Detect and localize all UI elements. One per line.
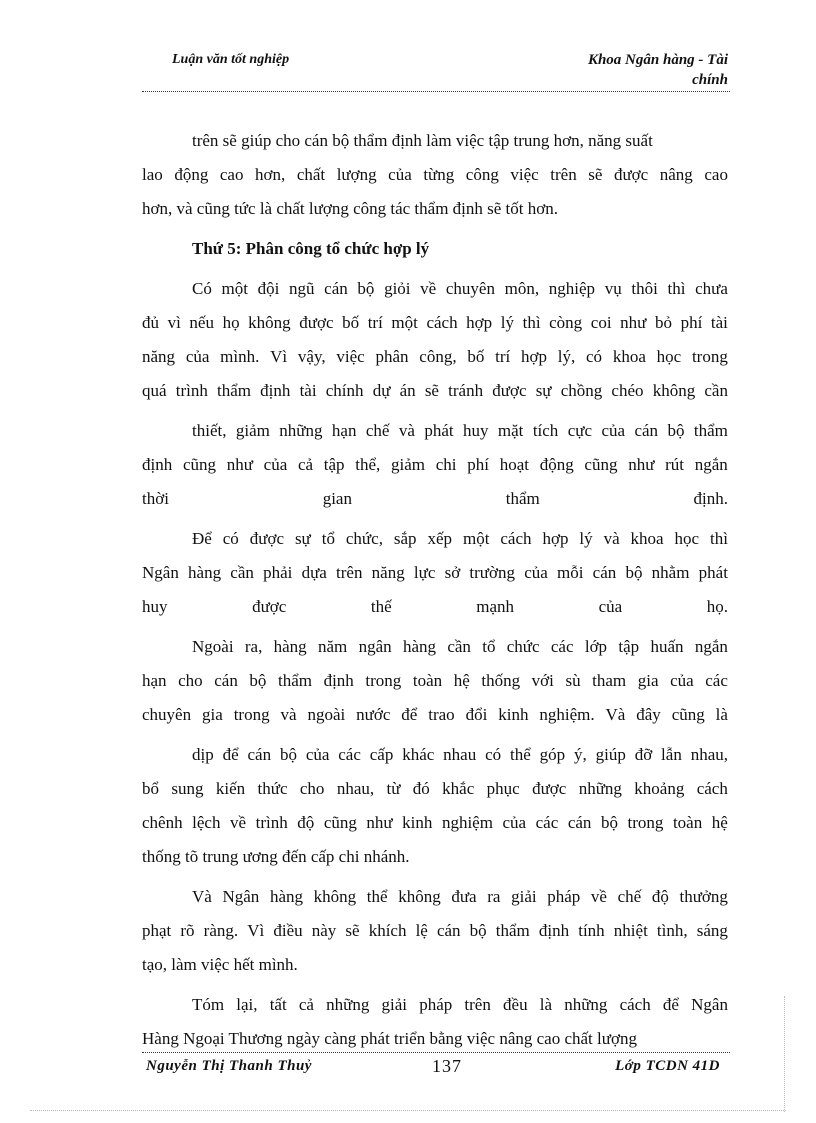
text-line: dịp để cán bộ của các cấp khác nhau có thể góp ý, giúp đỡ lẫn nhau, <box>192 745 728 764</box>
text-line: Để có được sự tổ chức, sắp xếp một cách hợp lý và khoa học thì <box>192 529 728 548</box>
text-line: trên sẽ giúp cho cán bộ thẩm định làm việc tập trung hơn, năng suất <box>192 131 653 150</box>
text-line: thiết, giảm những hạn chế và phát huy mặt tích cực của cán bộ thẩm <box>192 421 728 440</box>
text-line: bổ sung kiến thức cho nhau, từ đó khắc phục được những khoảng cách <box>142 779 728 798</box>
text-line: huy được thế mạnh của họ. <box>142 597 728 616</box>
header-faculty-line-1: Khoa Ngân hàng - Tài <box>587 52 728 68</box>
text-line: Ngoài ra, hàng năm ngân hàng cần tổ chức các lớp tập huấn ngắn <box>192 637 728 656</box>
text-line: định cũng như của cả tập thể, giảm chi phí hoạt động cũng như rút ngắn <box>142 455 728 474</box>
body-text <box>142 124 728 1056</box>
section-heading: Thứ 5: Phân công tổ chức hợp lý <box>192 239 430 258</box>
text-line: Và Ngân hàng không thể không đưa ra giải pháp về chế độ thưởng <box>192 887 728 906</box>
page-number: 137 <box>432 1056 462 1076</box>
text-line: Hàng Ngoại Thương ngày càng phát triển bằng việc nâng cao chất lượng <box>142 1029 637 1048</box>
text-line: Ngân hàng cần phải dựa trên năng lực sở trường của mỗi cán bộ nhằm phát <box>142 563 728 582</box>
text-line: lao động cao hơn, chất lượng của từng công việc trên sẽ được nâng cao <box>142 165 728 184</box>
footer-class: Lớp TCDN 41D <box>615 1058 720 1074</box>
page-border-right <box>784 996 785 1112</box>
text-line: Tóm lại, tất cả những giải pháp trên đều là những cách để Ngân <box>192 995 728 1014</box>
header-faculty-line-2: chính <box>692 72 728 88</box>
page-border-bottom <box>30 1110 786 1111</box>
text-line: đủ vì nếu họ không được bố trí một cách hợp lý thì còng coi như bỏ phí tài <box>142 313 728 332</box>
text-line: chênh lệch về trình độ cũng như kinh nghiệm của các cán bộ trong toàn hệ <box>142 813 728 832</box>
text-line: thời gian thẩm định. <box>142 489 728 508</box>
text-line: hơn, và cũng tức là chất lượng công tác thẩm định sẽ tốt hơn. <box>142 199 558 218</box>
text-line: chuyên gia trong và ngoài nước để trao đổi kinh nghiệm. Và đây cũng là <box>142 705 728 724</box>
text-line: thống tõ trung ương đến cấp chi nhánh. <box>142 847 410 866</box>
text-line: phạt rõ ràng. Vì điều này sẽ khích lệ cán bộ thẩm định tính nhiệt tình, sáng <box>142 921 728 940</box>
text-line: quá trình thẩm định tài chính dự án sẽ tránh được sự chồng chéo không cần <box>142 381 728 400</box>
header-faculty <box>528 50 728 90</box>
footer-rule <box>142 1052 730 1053</box>
text-line: tạo, làm việc hết mình. <box>142 955 298 974</box>
header-thesis-title: Luận văn tốt nghiệp <box>172 52 290 67</box>
text-line: Có một đội ngũ cán bộ giỏi về chuyên môn, nghiệp vụ thôi thì chưa <box>192 279 728 298</box>
page-footer <box>142 1056 730 1080</box>
page-header <box>142 50 730 92</box>
text-line: năng của mình. Vì vậy, việc phân công, bố trí hợp lý, có khoa học trong <box>142 347 728 366</box>
text-line: hạn cho cán bộ thẩm định trong toàn hệ thống với sù tham gia của các <box>142 671 728 690</box>
footer-author: Nguyễn Thị Thanh Thuỷ <box>146 1058 312 1074</box>
header-rule <box>142 91 730 92</box>
